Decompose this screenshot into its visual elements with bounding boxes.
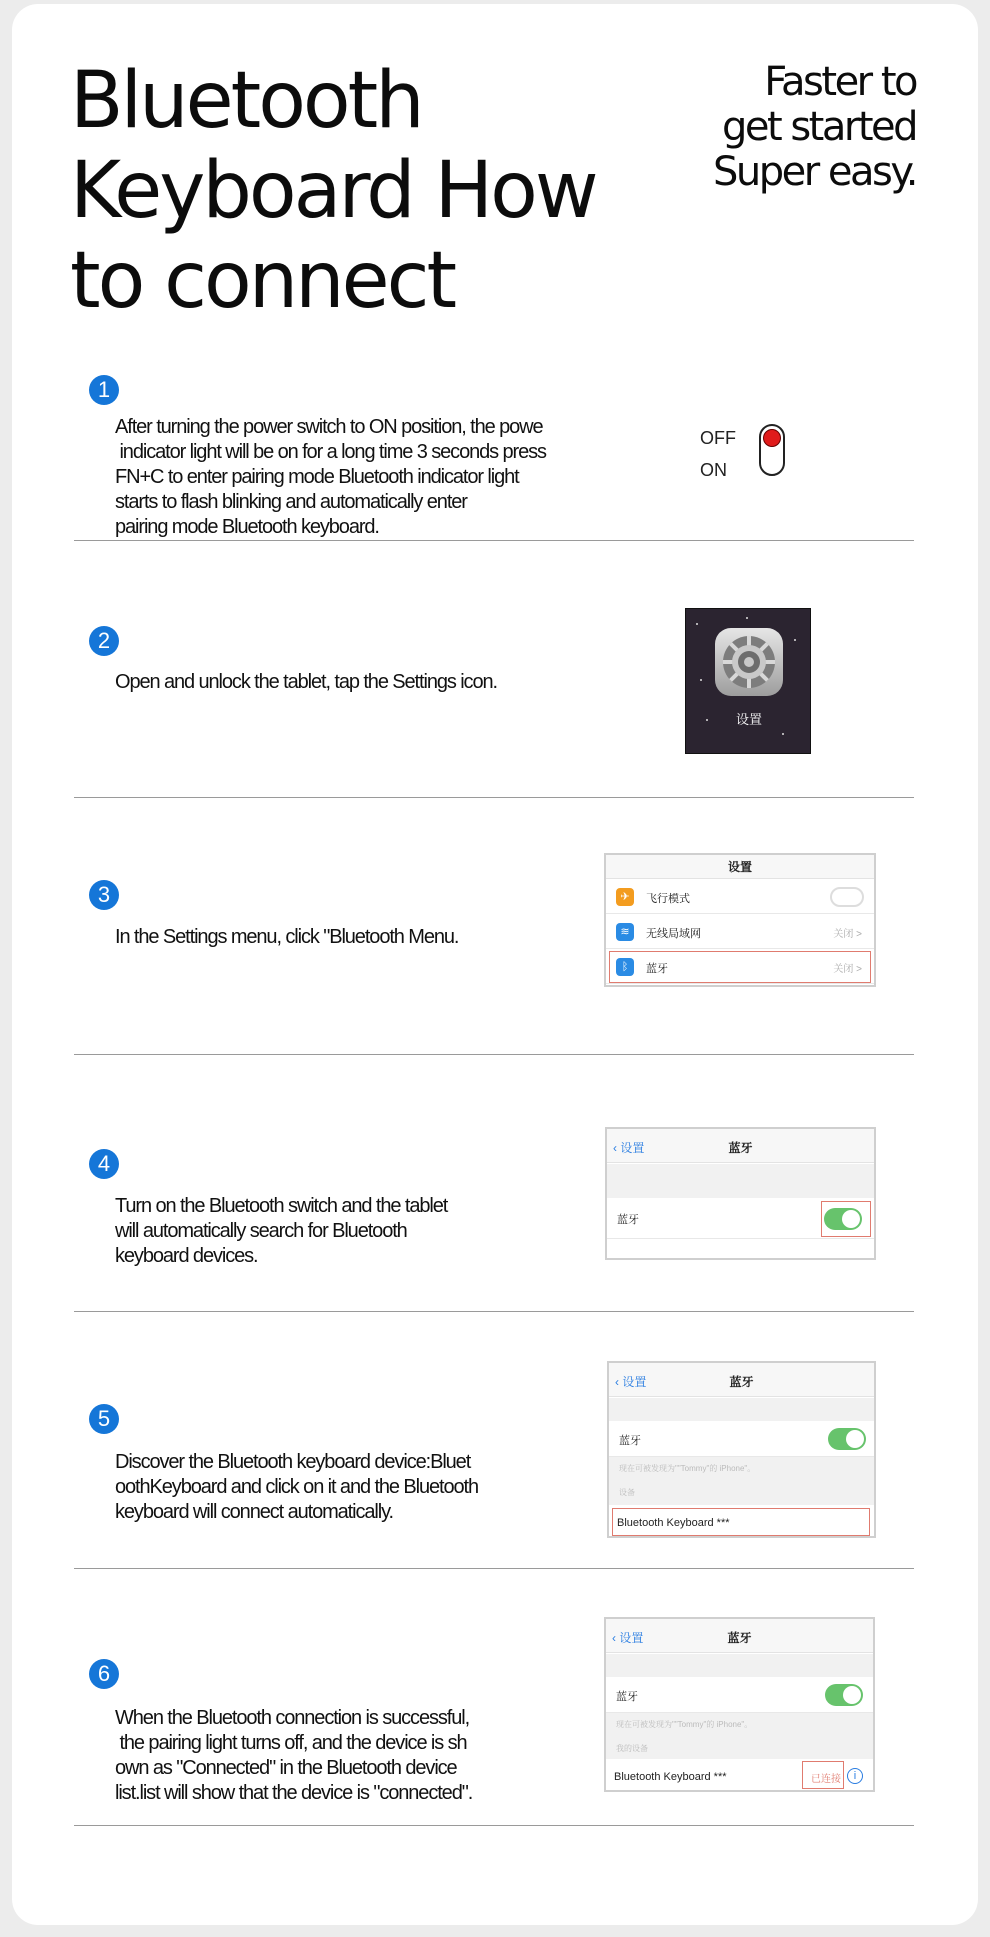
power-switch-icon bbox=[759, 424, 785, 476]
power-switch-labels bbox=[700, 422, 736, 486]
step-3-description bbox=[115, 925, 458, 950]
airplane-mode-row bbox=[606, 880, 874, 914]
nav-title: 蓝牙 bbox=[728, 1141, 753, 1155]
gear-icon bbox=[715, 628, 783, 696]
step-1-line: starts to flash blinking and automatically enter bbox=[115, 491, 467, 513]
step-1-line: pairing mode Bluetooth keyboard. bbox=[115, 516, 379, 538]
step-1-line: After turning the power switch to ON position, the powe bbox=[115, 416, 543, 438]
step-5-description bbox=[115, 1450, 478, 1525]
page-title bbox=[70, 56, 596, 326]
settings-menu-title: 设置 bbox=[606, 855, 874, 879]
step-6-badge: 6 bbox=[89, 1659, 119, 1689]
bluetooth-label: 蓝牙 bbox=[616, 1691, 638, 1703]
tagline-line: get started bbox=[721, 104, 916, 150]
step-3-line: In the Settings menu, click "Bluetooth Menu. bbox=[115, 926, 459, 948]
divider bbox=[74, 1568, 914, 1569]
step-1-description bbox=[115, 415, 546, 540]
step-6-line: When the Bluetooth connection is successful, bbox=[115, 1707, 470, 1729]
nav-bar bbox=[607, 1129, 874, 1163]
highlight-box bbox=[609, 951, 871, 983]
discoverable-hint: 现在可被发现为""Tommy"的 iPhone"。 bbox=[616, 1720, 753, 1729]
title-line: Bluetooth bbox=[70, 56, 422, 146]
discoverable-hint: 现在可被发现为""Tommy"的 iPhone"。 bbox=[619, 1464, 756, 1473]
devices-label: 设备 bbox=[619, 1488, 635, 1497]
tagline-line: Super easy. bbox=[712, 149, 916, 195]
my-devices-label: 我的设备 bbox=[616, 1744, 648, 1753]
device-name: Bluetooth Keyboard *** bbox=[617, 1517, 730, 1529]
step-5-badge: 5 bbox=[89, 1404, 119, 1434]
highlight-box bbox=[821, 1201, 871, 1237]
bluetooth-screen-6 bbox=[604, 1617, 875, 1792]
step-4-line: keyboard devices. bbox=[115, 1245, 258, 1267]
info-icon: i bbox=[847, 1768, 863, 1784]
on-label: ON bbox=[700, 460, 727, 480]
divider bbox=[74, 1825, 914, 1826]
connected-status: 已连接 bbox=[811, 1774, 841, 1785]
step-6-description bbox=[115, 1706, 472, 1806]
bluetooth-icon: ᛒ bbox=[616, 958, 634, 976]
divider bbox=[74, 1054, 914, 1055]
bluetooth-screen-4 bbox=[605, 1127, 876, 1260]
back-button: ‹ 设置 bbox=[612, 1631, 644, 1645]
bluetooth-row bbox=[606, 1677, 873, 1713]
settings-menu-screenshot bbox=[604, 853, 876, 987]
nav-bar bbox=[606, 1619, 873, 1653]
indicator-light-icon bbox=[763, 429, 781, 447]
step-4-description bbox=[115, 1194, 447, 1269]
bluetooth-label: 蓝牙 bbox=[646, 963, 668, 975]
step-5-line: oothKeyboard and click on it and the Bluetooth bbox=[115, 1476, 479, 1498]
step-1-line: indicator light will be on for a long time 3 seconds press bbox=[115, 441, 546, 463]
divider bbox=[74, 1311, 914, 1312]
step-5-line: keyboard will connect automatically. bbox=[115, 1501, 393, 1523]
step-6-line: own as "Connected" in the Bluetooth device bbox=[115, 1757, 457, 1779]
settings-app-screenshot bbox=[685, 608, 811, 754]
title-line: to connect bbox=[70, 236, 455, 326]
step-6-line: the pairing light turns off, and the device is sh bbox=[115, 1732, 467, 1754]
title-line: Keyboard How bbox=[70, 146, 596, 236]
step-5-line: Discover the Bluetooth keyboard device:Bluet bbox=[115, 1451, 471, 1473]
bluetooth-label: 蓝牙 bbox=[619, 1435, 641, 1447]
step-1-badge: 1 bbox=[89, 375, 119, 405]
airplane-icon: ✈ bbox=[616, 888, 634, 906]
tagline bbox=[616, 60, 916, 195]
highlight-box bbox=[802, 1761, 844, 1789]
nav-title: 蓝牙 bbox=[727, 1631, 752, 1645]
divider bbox=[74, 540, 914, 541]
step-2-line: Open and unlock the tablet, tap the Settings icon. bbox=[115, 671, 497, 693]
airplane-mode-label: 飞行模式 bbox=[646, 893, 690, 905]
back-button: ‹ 设置 bbox=[615, 1375, 647, 1389]
step-2-badge: 2 bbox=[89, 626, 119, 656]
off-label: OFF bbox=[700, 428, 736, 448]
back-button: ‹ 设置 bbox=[613, 1141, 645, 1155]
step-6-line: list.list will show that the device is "connected". bbox=[115, 1782, 473, 1804]
wifi-value: 关闭 > bbox=[833, 929, 862, 940]
nav-bar bbox=[609, 1363, 874, 1397]
step-4-line: will automatically search for Bluetooth bbox=[115, 1220, 407, 1242]
wifi-row bbox=[606, 915, 874, 949]
settings-caption: 设置 bbox=[735, 712, 762, 727]
airplane-toggle bbox=[830, 887, 864, 907]
bluetooth-row bbox=[609, 1421, 874, 1457]
divider bbox=[74, 797, 914, 798]
bluetooth-label: 蓝牙 bbox=[617, 1214, 639, 1226]
bluetooth-toggle bbox=[825, 1684, 863, 1706]
step-1-line: FN+C to enter pairing mode Bluetooth indicator light bbox=[115, 466, 519, 488]
step-4-line: Turn on the Bluetooth switch and the tablet bbox=[115, 1195, 448, 1217]
bluetooth-screen-5 bbox=[607, 1361, 876, 1538]
bluetooth-toggle bbox=[828, 1428, 866, 1450]
highlight-box bbox=[612, 1508, 870, 1536]
tagline-line: Faster to bbox=[764, 59, 916, 105]
device-name: Bluetooth Keyboard *** bbox=[614, 1771, 727, 1783]
wifi-icon: ≋ bbox=[616, 923, 634, 941]
step-3-badge: 3 bbox=[89, 880, 119, 910]
wifi-label: 无线局域网 bbox=[646, 928, 701, 940]
step-2-description bbox=[115, 670, 497, 695]
bluetooth-value: 关闭 > bbox=[833, 964, 862, 975]
step-4-badge: 4 bbox=[89, 1149, 119, 1179]
nav-title: 蓝牙 bbox=[729, 1375, 754, 1389]
